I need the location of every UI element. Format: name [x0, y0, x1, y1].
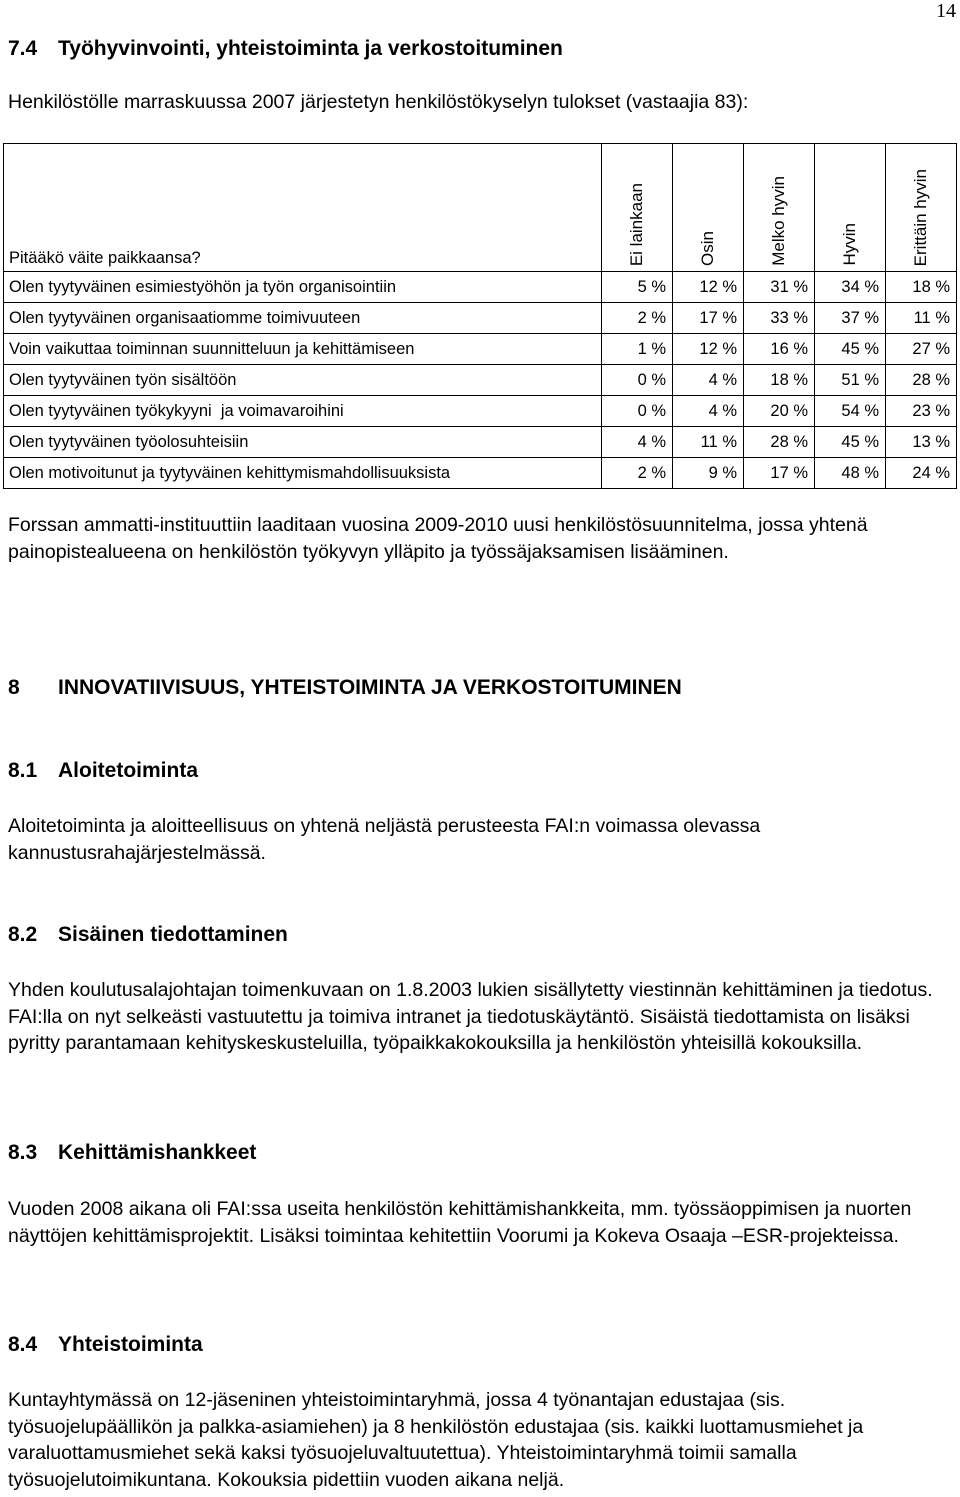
section-title: Kehittämishankkeet: [58, 1141, 257, 1164]
table-row: [4, 303, 957, 334]
value-cell: 4 %: [602, 427, 673, 458]
page-number: 14: [936, 0, 956, 22]
section-number: 8: [8, 676, 20, 699]
value-cell: 48 %: [815, 458, 886, 489]
section-7-4-heading: [8, 37, 563, 61]
section-8-4-text: Kuntayhtymässä on 12-jäseninen yhteistoimintaryhmä, jossa 4 työnantajan edustajaa (sis. työsuojelupäällikön ja palkka-asiamiehen) ja 8 henkilöstön edustajaa (sis. kaikki luottamusmiehet ja varaluottamusmiehet sekä kaksi työsuojeluvaltuutettua). Yhteistoimintaryhmä toimii samalla työsuojelutoimikuntana. Kokouksia pidettiin vuoden aikana neljä.: [8, 1389, 864, 1491]
value-cell: 18 %: [744, 365, 815, 396]
value-cell: 33 %: [744, 303, 815, 334]
value-cell: 12 %: [673, 334, 744, 365]
section-title: Aloitetoiminta: [58, 759, 198, 782]
section-8-3-text: Vuoden 2008 aikana oli FAI:ssa useita henkilöstön kehittämishankkeita, mm. työssäoppimisen ja nuorten näyttöjen kehittämisprojektit. Lisäksi toimintaa kehitettiin Voorumi ja Kokeva Osaaja –ESR-projekteissa.: [8, 1198, 912, 1247]
statement-cell: Olen tyytyväinen työkykyyni ja voimavaroihini: [4, 396, 602, 427]
statement-cell: Olen tyytyväinen työolosuhteisiin: [4, 427, 602, 458]
value-cell: 5 %: [602, 272, 673, 303]
value-cell: 0 %: [602, 365, 673, 396]
section-number: 8.2: [8, 923, 38, 946]
value-cell: 16 %: [744, 334, 815, 365]
table-row: [4, 334, 957, 365]
value-cell: 2 %: [602, 458, 673, 489]
column-header: [602, 144, 673, 272]
statement-cell: Olen tyytyväinen esimiestyöhön ja työn organisointiin: [4, 272, 602, 303]
value-cell: 1 %: [602, 334, 673, 365]
value-cell: 45 %: [815, 334, 886, 365]
statement-cell: Voin vaikuttaa toiminnan suunnitteluun ja kehittämiseen: [4, 334, 602, 365]
value-cell: 11 %: [886, 303, 957, 334]
statement-cell: Olen motivoitunut ja tyytyväinen kehittymismahdollisuuksista: [4, 458, 602, 489]
section-number: 8.1: [8, 759, 38, 782]
survey-table: [3, 143, 957, 489]
table-row: [4, 427, 957, 458]
section-8-1-text: Aloitetoiminta ja aloitteellisuus on yhtenä neljästä perusteesta FAI:n voimassa olevassa kannustusrahajärjestelmässä.: [8, 815, 761, 864]
value-cell: 9 %: [673, 458, 744, 489]
value-cell: 4 %: [673, 365, 744, 396]
section-title: Yhteistoiminta: [58, 1333, 203, 1356]
section-title: Työhyvinvointi, yhteistoiminta ja verkostoituminen: [58, 37, 563, 60]
value-cell: 24 %: [886, 458, 957, 489]
section-title: Sisäinen tiedottaminen: [58, 923, 288, 946]
value-cell: 4 %: [673, 396, 744, 427]
column-label: Osin: [698, 231, 717, 266]
survey-intro: Henkilöstölle marraskuussa 2007 järjestetyn henkilöstökyselyn tulokset (vastaajia 83):: [8, 91, 749, 113]
value-cell: 18 %: [886, 272, 957, 303]
value-cell: 20 %: [744, 396, 815, 427]
survey-header-row: [4, 144, 957, 272]
value-cell: 2 %: [602, 303, 673, 334]
section-title: INNOVATIIVISUUS, YHTEISTOIMINTA JA VERKOSTOITUMINEN: [58, 676, 682, 699]
column-header: [744, 144, 815, 272]
value-cell: 51 %: [815, 365, 886, 396]
column-label: Hyvin: [840, 223, 859, 266]
value-cell: 37 %: [815, 303, 886, 334]
column-label: Melko hyvin: [769, 176, 788, 266]
section-number: 8.4: [8, 1333, 38, 1356]
table-row: [4, 365, 957, 396]
value-cell: 28 %: [744, 427, 815, 458]
column-label: Erittäin hyvin: [911, 168, 930, 266]
value-cell: 11 %: [673, 427, 744, 458]
value-cell: 31 %: [744, 272, 815, 303]
table-row: [4, 272, 957, 303]
value-cell: 0 %: [602, 396, 673, 427]
value-cell: 27 %: [886, 334, 957, 365]
section-number: 8.3: [8, 1141, 38, 1164]
table-row: [4, 458, 957, 489]
section-number: 7.4: [8, 37, 38, 60]
value-cell: 17 %: [673, 303, 744, 334]
section-8-2-heading: [8, 923, 288, 947]
section-8-heading: [8, 676, 682, 700]
column-header: [673, 144, 744, 272]
table-row: [4, 396, 957, 427]
value-cell: 28 %: [886, 365, 957, 396]
column-header: [886, 144, 957, 272]
value-cell: 17 %: [744, 458, 815, 489]
section-8-1-heading: [8, 759, 198, 783]
value-cell: 34 %: [815, 272, 886, 303]
column-label: Ei lainkaan: [627, 182, 646, 266]
statement-cell: Olen tyytyväinen organisaatiomme toimivuuteen: [4, 303, 602, 334]
value-cell: 23 %: [886, 396, 957, 427]
column-header: [815, 144, 886, 272]
question-header: Pitääkö väite paikkaansa?: [4, 144, 602, 272]
value-cell: 13 %: [886, 427, 957, 458]
value-cell: 12 %: [673, 272, 744, 303]
value-cell: 45 %: [815, 427, 886, 458]
section-8-4-heading: [8, 1333, 203, 1357]
value-cell: 54 %: [815, 396, 886, 427]
section-8-2-text: Yhden koulutusalajohtajan toimenkuvaan on 1.8.2003 lukien sisällytetty viestinnän kehittäminen ja tiedotus. FAI:lla on nyt selkeästi vastuutettu ja toimiva intranet ja tiedotuskäytäntö. Sisäistä tiedottamista on lisäksi pyritty parantamaan kehityskeskusteluilla, työpaikkakokouksilla ja henkilöstön yhteisillä kokouksilla.: [8, 979, 933, 1054]
workforce-plan-paragraph: Forssan ammatti-instituuttiin laaditaan vuosina 2009-2010 uusi henkilöstösuunnitelma, jossa yhtenä painopistealueena on henkilöstön työkyvyn ylläpito ja työssäjaksamisen lisääminen.: [8, 514, 868, 563]
section-8-3-heading: [8, 1141, 256, 1165]
statement-cell: Olen tyytyväinen työn sisältöön: [4, 365, 602, 396]
